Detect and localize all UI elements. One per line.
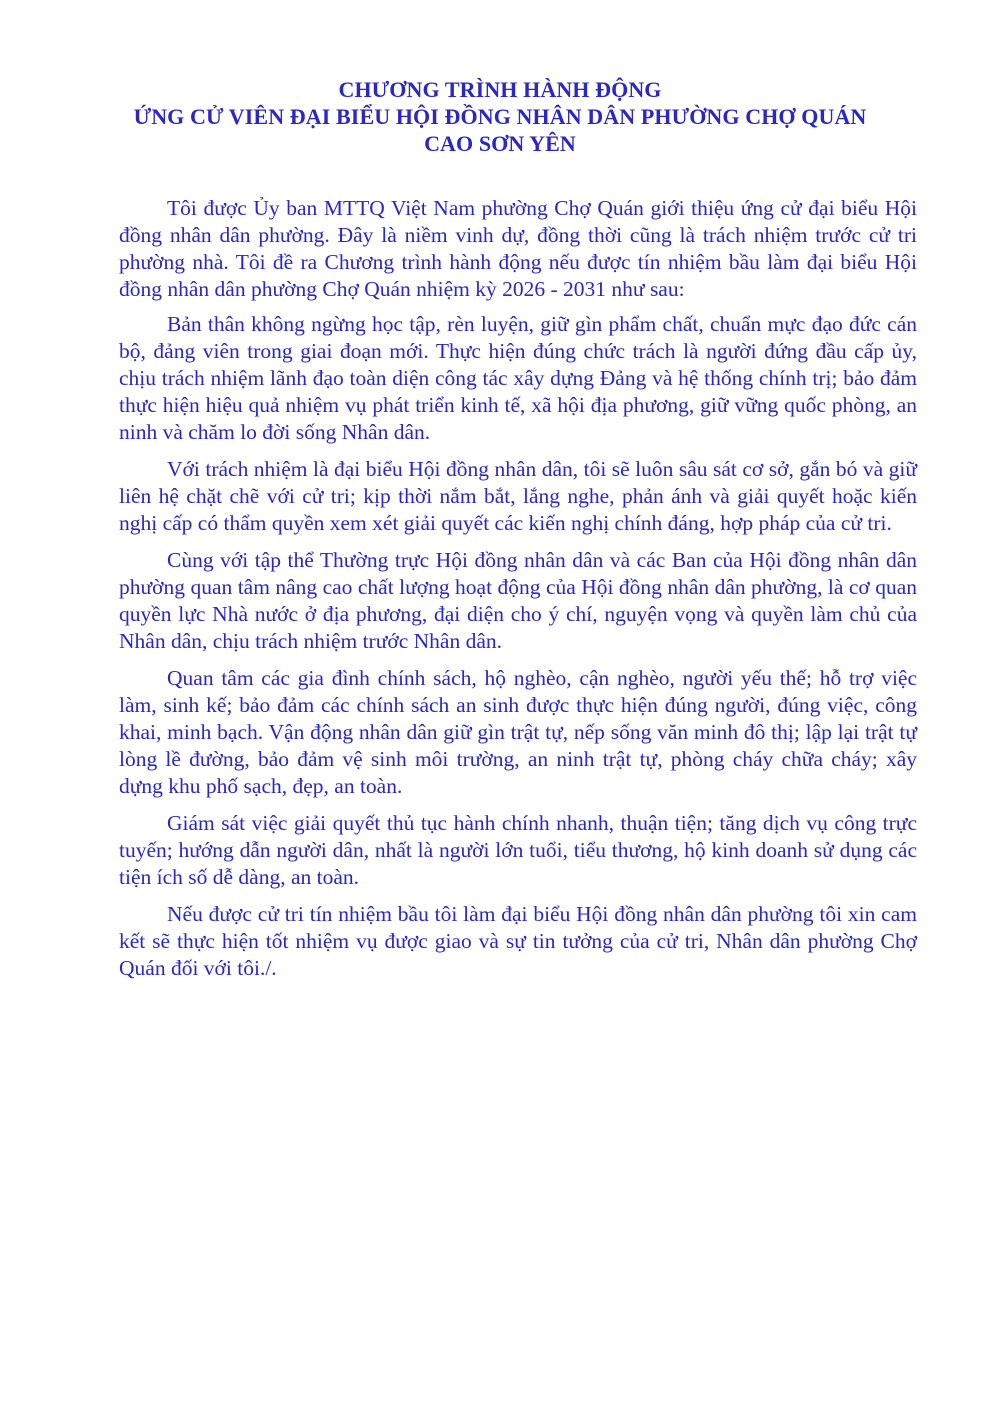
- paragraph-council-activities: Cùng với tập thể Thường trực Hội đồng nhân dân và các Ban của Hội đồng nhân dân phường quan tâm nâng cao chất lượng hoạt động của Hội đồng nhân dân phường, là cơ quan quyền lực Nhà nước ở địa phương, đại diện cho ý chí, nguyện vọng và quyền làm chủ của Nhân dân, chịu trách nhiệm trước Nhân dân.: [119, 548, 917, 653]
- paragraph-social-welfare: Quan tâm các gia đình chính sách, hộ nghèo, cận nghèo, người yếu thế; hỗ trợ việc làm, sinh kế; bảo đảm các chính sách an sinh được thực hiện đúng người, đúng việc, công khai, minh bạch. Vận động nhân dân giữ gìn trật tự, nếp sống văn minh đô thị; lập lại trật tự lòng lề đường, bảo đảm vệ sinh môi trường, an ninh trật tự, phòng cháy chữa cháy; xây dựng khu phố sạch, đẹp, an toàn.: [119, 666, 917, 798]
- paragraph-commitment: Nếu được cử tri tín nhiệm bầu tôi làm đại biểu Hội đồng nhân dân phường tôi xin cam kết sẽ thực hiện tốt nhiệm vụ được giao và sự tin tưởng của cử tri, Nhân dân phường Chợ Quán đối với tôi./.: [119, 902, 917, 980]
- paragraph-introduction: Tôi được Ủy ban MTTQ Việt Nam phường Chợ Quán giới thiệu ứng cử đại biểu Hội đồng nhân dân phường. Đây là niềm vinh dự, đồng thời cũng là trách nhiệm trước cử tri phường nhà. Tôi đề ra Chương trình hành động nếu được tín nhiệm bầu làm đại biểu Hội đồng nhân dân phường Chợ Quán nhiệm kỳ 2026 - 2031 như sau:: [119, 196, 917, 301]
- title-line-1: CHƯƠNG TRÌNH HÀNH ĐỘNG: [338, 77, 662, 102]
- title-line-2: ỨNG CỬ VIÊN ĐẠI BIỂU HỘI ĐỒNG NHÂN DÂN PHƯỜNG CHỢ QUÁN: [133, 104, 867, 129]
- paragraph-administrative-procedures: Giám sát việc giải quyết thủ tục hành chính nhanh, thuận tiện; tăng dịch vụ công trực tuyến; hướng dẫn người dân, nhất là người lớn tuổi, tiểu thương, hộ kinh doanh sử dụng các tiện ích số dễ dàng, an toàn.: [119, 811, 917, 889]
- paragraph-self-development: Bản thân không ngừng học tập, rèn luyện, giữ gìn phẩm chất, chuẩn mực đạo đức cán bộ, đảng viên trong giai đoạn mới. Thực hiện đúng chức trách là người đứng đầu cấp ủy, chịu trách nhiệm lãnh đạo toàn diện công tác xây dựng Đảng và hệ thống chính trị; bảo đảm thực hiện hiệu quả nhiệm vụ phát triển kinh tế, xã hội địa phương, giữ vững quốc phòng, an ninh và chăm lo đời sống Nhân dân.: [119, 312, 917, 444]
- title-line-3: CAO SƠN YÊN: [424, 131, 576, 156]
- document-title: [80, 76, 920, 157]
- paragraph-voter-contact: Với trách nhiệm là đại biểu Hội đồng nhân dân, tôi sẽ luôn sâu sát cơ sở, gắn bó và giữ liên hệ chặt chẽ với cử tri; kịp thời nắm bắt, lắng nghe, phản ánh và giải quyết hoặc kiến nghị cấp có thẩm quyền xem xét giải quyết các kiến nghị chính đáng, hợp pháp của cử tri.: [119, 457, 917, 535]
- document-body: [119, 195, 917, 992]
